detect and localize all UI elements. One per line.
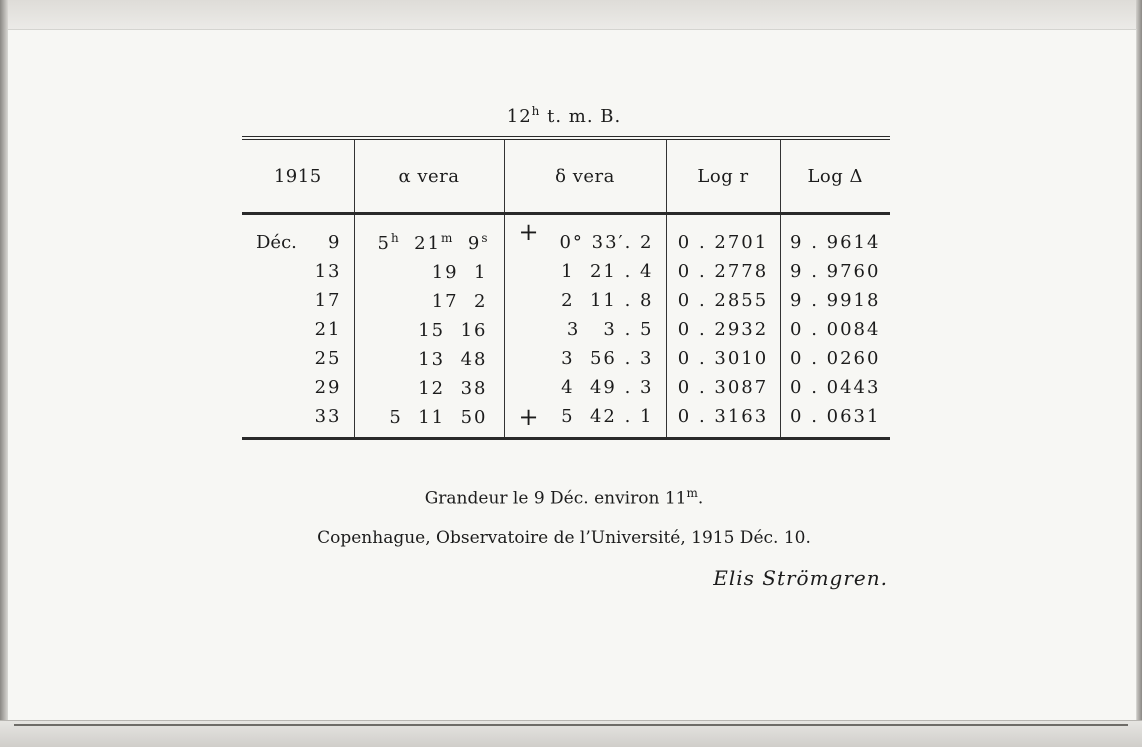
cell-log-r: 0 . 3163	[666, 400, 780, 439]
table-heading	[240, 104, 888, 127]
ephemeris-table	[242, 136, 890, 440]
scan-top-edge	[0, 0, 1142, 30]
cell-alpha	[354, 255, 504, 284]
cell-log-delta: 9 . 9760	[780, 255, 890, 284]
table-row	[242, 313, 890, 342]
table-header	[242, 138, 890, 214]
ra-minutes: 15	[418, 319, 446, 341]
scan-bottom-line	[14, 724, 1128, 726]
magnitude-end: .	[697, 488, 704, 509]
ra-seconds: 50	[460, 406, 488, 428]
cell-date	[242, 214, 354, 256]
cell-log-delta: 9 . 9614	[780, 214, 890, 256]
heading-superscript: h	[531, 104, 541, 118]
cell-log-delta: 0 . 0443	[780, 371, 890, 400]
heading-rest: t. m. B.	[540, 106, 622, 127]
table-row	[242, 214, 890, 256]
scan-left-edge	[0, 0, 8, 747]
table-row	[242, 400, 890, 439]
delta-value: 4 49 . 3	[561, 376, 654, 398]
header-log-r: Log r	[666, 138, 780, 214]
ra-minutes-unit: m	[441, 230, 453, 245]
cell-date	[242, 342, 354, 371]
ra-hours-unit: h	[390, 230, 399, 245]
ra-minutes: 21	[414, 232, 442, 254]
cell-log-r: 0 . 3087	[666, 371, 780, 400]
cell-alpha	[354, 371, 504, 400]
scan-right-edge	[1136, 0, 1142, 747]
ra-minutes: 11	[418, 406, 446, 428]
header-delta: δ vera	[504, 138, 666, 214]
ra-minutes: 12	[418, 377, 446, 399]
cell-log-r: 0 . 2855	[666, 284, 780, 313]
date-day: 25	[314, 347, 342, 369]
ra-hours: 5	[389, 406, 403, 428]
delta-value: 5 42 . 1	[561, 405, 654, 427]
ra-seconds: 2	[474, 290, 488, 312]
ephemeris-table-wrapper	[242, 136, 890, 440]
cell-log-r: 0 . 3010	[666, 342, 780, 371]
table-row	[242, 284, 890, 313]
cell-alpha	[354, 284, 504, 313]
cell-log-delta: 0 . 0631	[780, 400, 890, 439]
table-row	[242, 342, 890, 371]
cell-alpha	[354, 342, 504, 371]
cell-date	[242, 400, 354, 439]
ra-minutes: 13	[418, 348, 446, 370]
cell-alpha	[354, 313, 504, 342]
cell-date	[242, 313, 354, 342]
cell-delta	[504, 342, 666, 371]
cell-alpha	[354, 214, 504, 256]
cell-log-r: 0 . 2778	[666, 255, 780, 284]
cell-date	[242, 284, 354, 313]
place-date-note: Copenhague, Observatoire de l’Université, 1915 Déc. 10.	[317, 528, 811, 548]
cell-delta	[504, 255, 666, 284]
delta-sign: +	[518, 218, 539, 246]
cell-log-delta: 0 . 0084	[780, 313, 890, 342]
table-row	[242, 371, 890, 400]
cell-delta	[504, 284, 666, 313]
cell-delta	[504, 371, 666, 400]
date-prefix: Déc.	[256, 231, 297, 253]
ra-seconds: 48	[460, 348, 488, 370]
date-day: 33	[314, 405, 342, 427]
ra-seconds: 16	[460, 319, 488, 341]
table-body	[242, 214, 890, 439]
cell-date	[242, 371, 354, 400]
delta-value: 3 56 . 3	[561, 347, 654, 369]
magnitude-text: Grandeur le 9 Déc. environ 11	[424, 488, 687, 509]
header-year: 1915	[273, 165, 322, 187]
header-row	[242, 138, 890, 214]
cell-log-delta: 9 . 9918	[780, 284, 890, 313]
delta-sign: +	[518, 403, 539, 431]
ra-seconds: 9	[467, 232, 482, 254]
cell-log-r: 0 . 2701	[666, 214, 780, 256]
cell-alpha	[354, 400, 504, 439]
date-day: 29	[314, 376, 342, 398]
date-day: 21	[314, 318, 342, 340]
ra-minutes: 19	[431, 261, 459, 283]
ra-seconds-unit: s	[481, 230, 488, 245]
ra-minutes: 17	[431, 290, 459, 312]
date-day: 9	[328, 231, 342, 253]
heading-number: 12	[506, 106, 532, 127]
delta-value: 1 21 . 4	[561, 260, 654, 282]
magnitude-superscript: m	[686, 486, 698, 500]
table-row	[242, 255, 890, 284]
cell-date	[242, 255, 354, 284]
delta-value: 0° 33′. 2	[559, 231, 654, 253]
ra-seconds: 38	[460, 377, 488, 399]
header-log-delta: Log Δ	[780, 138, 890, 214]
cell-delta	[504, 214, 666, 256]
ra-hours: 5	[377, 232, 391, 254]
cell-log-delta: 0 . 0260	[780, 342, 890, 371]
cell-log-r: 0 . 2932	[666, 313, 780, 342]
delta-value: 2 11 . 8	[561, 289, 654, 311]
magnitude-note	[240, 486, 888, 509]
date-day: 13	[314, 260, 342, 282]
cell-delta	[504, 313, 666, 342]
delta-value: 3 3 . 5	[566, 318, 654, 340]
ra-seconds: 1	[474, 261, 488, 283]
date-day: 17	[314, 289, 342, 311]
cell-delta	[504, 400, 666, 439]
header-alpha: α vera	[354, 138, 504, 214]
signature: Elis Strömgren.	[713, 566, 888, 590]
